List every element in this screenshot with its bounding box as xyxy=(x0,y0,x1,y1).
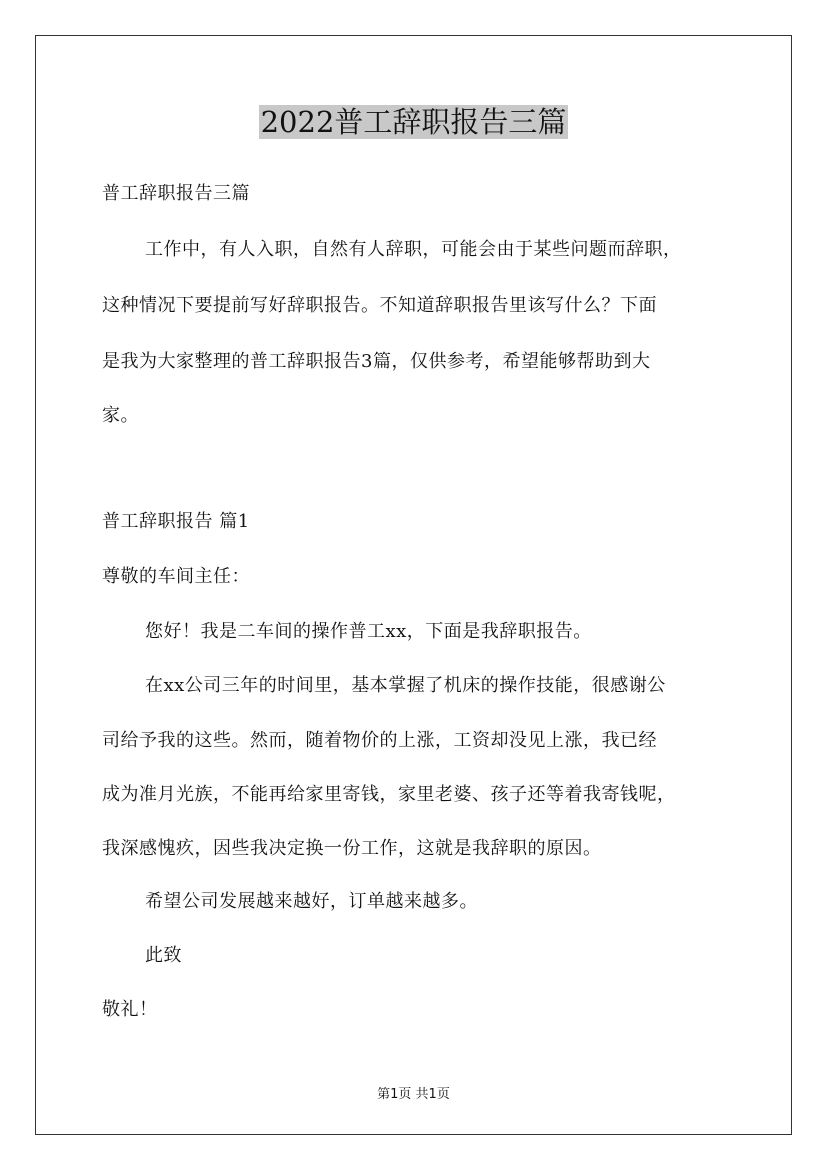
paragraph-line: 司给予我的这些。然而，随着物价的上涨，工资却没见上涨，我已经 xyxy=(102,730,657,751)
paragraph-line: 是我为大家整理的普工辞职报告3篇，仅供参考，希望能够帮助到大 xyxy=(102,351,651,372)
page-number: 第1页 共1页 xyxy=(377,1087,450,1102)
paragraph-line: 我深感愧疚，因些我决定换一份工作，这就是我辞职的原因。 xyxy=(102,838,602,859)
page-footer xyxy=(0,1083,827,1102)
closing-line: 此致 xyxy=(145,945,182,966)
paragraph-line: 在xx公司三年的时间里，基本掌握了机床的操作技能，很感谢公 xyxy=(145,675,666,696)
paragraph-line: 希望公司发展越来越好，订单越来越多。 xyxy=(145,891,478,912)
closing-line: 敬礼！ xyxy=(102,999,158,1020)
paragraph-line: 这种情况下要提前写好辞职报告。不知道辞职报告里该写什么？下面 xyxy=(102,295,657,316)
paragraph-line: 工作中，有人入职，自然有人辞职，可能会由于某些问题而辞职， xyxy=(145,239,682,260)
paragraph-line: 家。 xyxy=(102,405,139,426)
document-title-block xyxy=(0,100,827,144)
paragraph-line: 您好！我是二车间的操作普工xx，下面是我辞职报告。 xyxy=(145,621,592,642)
salutation: 尊敬的车间主任： xyxy=(102,566,250,587)
paragraph-line: 成为准月光族，不能再给家里寄钱，家里老婆、孩子还等着我寄钱呢， xyxy=(102,784,676,805)
section-heading: 普工辞职报告三篇 xyxy=(102,183,250,204)
section-heading: 普工辞职报告 篇1 xyxy=(102,511,250,532)
document-title: 2022普工辞职报告三篇 xyxy=(260,105,567,139)
